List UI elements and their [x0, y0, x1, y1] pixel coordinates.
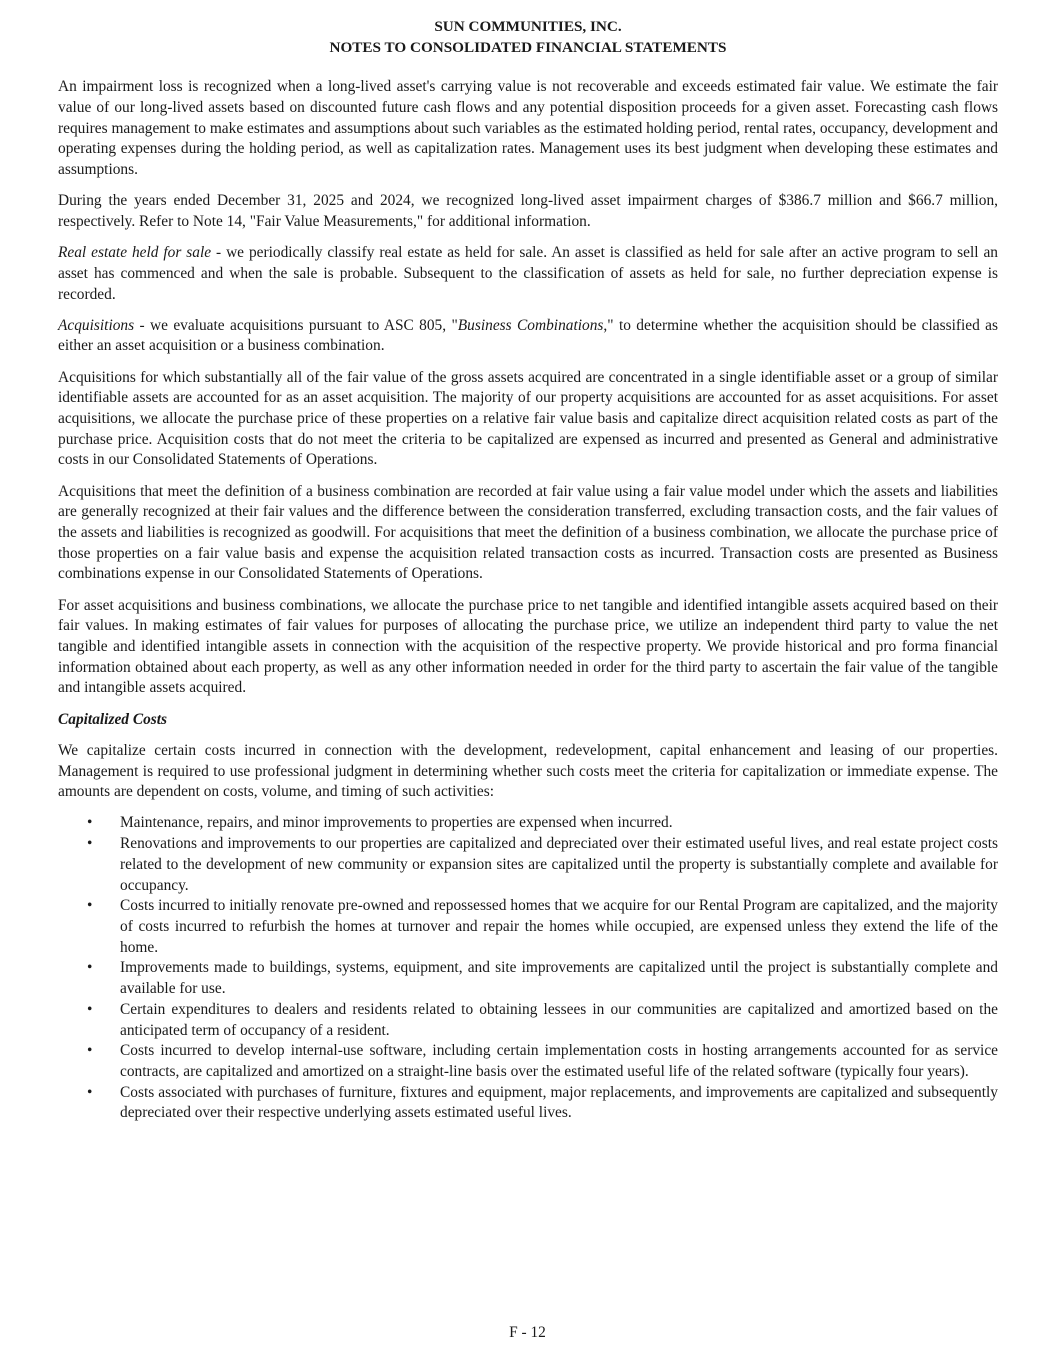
- list-item: [58, 1083, 998, 1124]
- list-item: [58, 813, 998, 834]
- list-item-text: Costs associated with purchases of furniture, fixtures and equipment, major replacements, and improvements are capitalized and subsequently depreciated over their respective underlying assets estimated useful lives.: [120, 1083, 998, 1122]
- asset-acquisitions-paragraph: Acquisitions for which substantially all of the fair value of the gross assets acquired are concentrated in a single identifiable asset or a group of similar identifiable assets are accounted for as an asset acquisition. The majority of our property acquisitions are accounted for as asset acquisitions. For asset acquisitions, we allocate the purchase price of these properties on a relative fair value basis and capitalize direct acquisition related costs as part of the purchase price. Acquisition costs that do not meet the criteria to be capitalized are expensed as incurred and presented as General and administrative costs in our Consolidated Statements of Operations.: [58, 368, 998, 469]
- asc-title: Business Combinations: [457, 316, 604, 334]
- list-item-text: Costs incurred to develop internal-use software, including certain implementation costs in hosting arrangements accounted for as service contracts, are capitalized and amortized on a straight-line basis over the estimated useful life of the related software (typically four years).: [120, 1042, 998, 1080]
- purchase-price-allocation-paragraph: For asset acquisitions and business combinations, we allocate the purchase price to net tangible and identified intangible assets acquired based on their fair values. In making estimates of fair values for purposes of allocating the purchase price, we utilize an independent third party to value the net tangible and identified intangible assets in connection with the acquisition of the respective property. We provide historical and pro forma financial information obtained about each property, as well as any other information needed in order for the third party to ascertain the fair value of the tangible and intangible assets acquired.: [58, 596, 998, 697]
- list-item: [58, 1041, 998, 1082]
- list-item: [58, 958, 998, 999]
- bullet-marker: •: [87, 959, 93, 977]
- document-body: [58, 77, 998, 1124]
- acquisitions-paragraph: [58, 316, 998, 357]
- held-for-sale-term: Real estate held for sale: [58, 244, 212, 262]
- section-title: NOTES TO CONSOLIDATED FINANCIAL STATEMENTS: [329, 38, 727, 56]
- list-item: [58, 896, 998, 958]
- bullet-marker: •: [87, 1000, 93, 1018]
- impairment-charges-paragraph: During the years ended December 31, 2025 and 2024, we recognized long-lived asset impairment charges of $386.7 million and $66.7 million, respectively. Refer to Note 14, "Fair Value Measurements," for additional information.: [58, 192, 998, 230]
- list-item-text: Renovations and improvements to our properties are capitalized and depreciated over their estimated useful lives, and real estate project costs related to the development of new community or expansion sites are capitalized until the property is substantially complete and available for occupancy.: [120, 835, 998, 894]
- list-item-text: Costs incurred to initially renovate pre-owned and repossessed homes that we acquire for our Rental Program are capitalized, and the majority of costs incurred to refurbish the homes at turnover and repair the homes while occupied, are expensed unless they extend the life of the home.: [120, 897, 998, 956]
- document-page: [58, 17, 998, 1124]
- bullet-marker: •: [87, 1042, 93, 1060]
- acquisitions-term: Acquisitions: [58, 316, 135, 334]
- held-for-sale-text: - we periodically classify real estate as held for sale. An asset is classified as held for sale after an active program to sell an asset has commenced and when the sale is probable. Subsequent to the classification of assets as held for sale, no further depreciation expense is recorded.: [58, 244, 998, 303]
- capitalized-costs-intro: We capitalize certain costs incurred in connection with the development, redevelopment, capital enhancement and leasing of our properties. Management is required to use professional judgment in determining whether such costs meet the criteria for capitalization or immediate expense. The amounts are dependent on costs, volume, and timing of such activities:: [58, 741, 998, 801]
- bullet-marker: •: [87, 897, 93, 915]
- impairment-paragraph: An impairment loss is recognized when a long-lived asset's carrying value is not recoverable and exceeds estimated fair value. We estimate the fair value of our long-lived assets based on discounted future cash flows and any potential disposition proceeds for a given asset. Forecasting cash flows requires management to make estimates and assumptions about such variables as the estimated holding period, rental rates, occupancy, development and operating expenses during the holding period, as well as capitalization rates. Management uses its best judgment when developing these estimates and assumptions.: [58, 78, 998, 178]
- bullet-marker: •: [87, 835, 93, 853]
- list-item-text: Maintenance, repairs, and minor improvements to properties are expensed when incurred.: [120, 814, 673, 832]
- acquisitions-text-1: - we evaluate acquisitions pursuant to ASC 805, ": [134, 316, 458, 334]
- acquisitions-text-2: ," to determine whether the acquisition should be classified as either an asset acquisition or a business combination.: [58, 316, 998, 355]
- list-item: [58, 1000, 998, 1041]
- list-item: [58, 834, 998, 896]
- held-for-sale-paragraph: [58, 243, 998, 305]
- page-header: [58, 17, 998, 58]
- bullet-marker: •: [87, 1083, 93, 1101]
- capitalized-costs-heading: Capitalized Costs: [58, 710, 168, 728]
- list-item-text: Certain expenditures to dealers and residents related to obtaining lessees in our communities are capitalized and amortized based on the anticipated term of occupancy of a resident.: [120, 1000, 998, 1039]
- bullet-marker: •: [87, 814, 93, 832]
- company-name: SUN COMMUNITIES, INC.: [434, 18, 622, 35]
- list-item-text: Improvements made to buildings, systems, equipment, and site improvements are capitalized until the project is substantially complete and available for use.: [120, 959, 998, 998]
- capitalized-costs-list: [58, 813, 998, 1124]
- business-combinations-paragraph: Acquisitions that meet the definition of a business combination are recorded at fair value using a fair value model under which the assets and liabilities are generally recognized at their fair values and the difference between the consideration transferred, excluding transaction costs, and the fair values of the assets and liabilities is recognized as goodwill. For acquisitions that meet the definition of a business combination, we allocate the purchase price of those properties on a fair value basis and expense the acquisition related transaction costs as incurred. Transaction costs are presented as Business combinations expense in our Consolidated Statements of Operations.: [58, 482, 998, 583]
- page-number: F - 12: [509, 1324, 546, 1341]
